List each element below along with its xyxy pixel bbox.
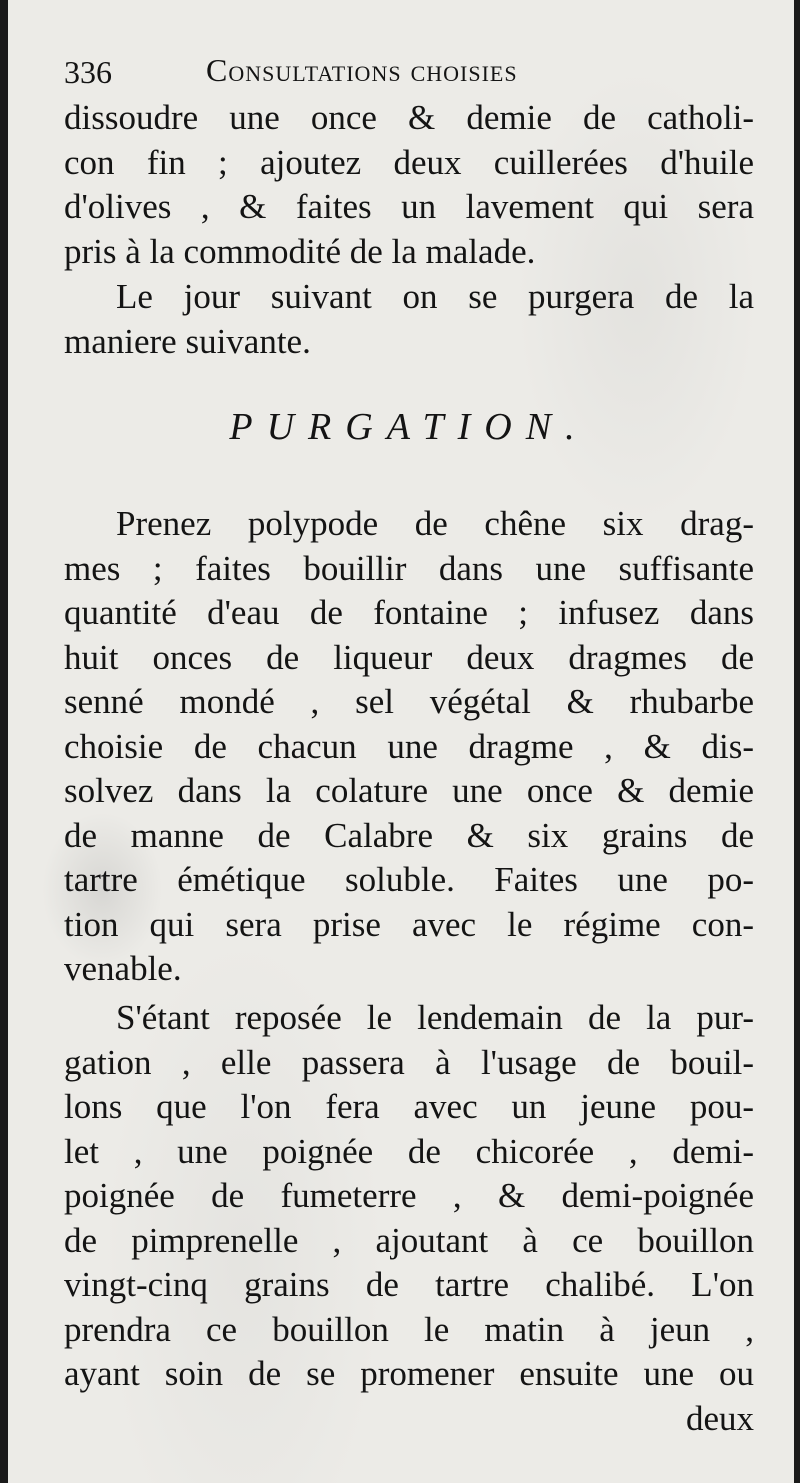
paragraph-lavement xyxy=(64,96,754,274)
text-line: let , une poignée de chicorée , demi- xyxy=(64,1131,754,1171)
paragraph-bouillons xyxy=(64,996,754,1441)
text-line: quantité d'eau de fontaine ; infusez dans xyxy=(64,593,754,632)
text-line: Le jour suivant on se purgera de la xyxy=(116,277,754,316)
text-line: poignée de fumeterre , & demi-poignée xyxy=(64,1176,754,1215)
paragraph-jour-suivant xyxy=(64,275,754,364)
text-line: tartre émétique soluble. Faites une po- xyxy=(64,860,754,899)
text-line: senné mondé , sel végétal & rhubarbe xyxy=(64,682,754,721)
text-line: ayant soin de se promener ensuite une ou xyxy=(64,1354,754,1393)
text-line: d'olives , & faites un lavement qui sera xyxy=(64,187,754,226)
page-number: 336 xyxy=(64,54,112,90)
text-line: tion qui sera prise avec le régime con- xyxy=(64,904,754,944)
book-page xyxy=(8,0,794,1483)
text-line: de manne de Calabre & six grains de xyxy=(64,815,754,855)
text-line: gation , elle passera à l'usage de bouil- xyxy=(64,1042,754,1082)
text-line: pris à la commodité de la malade. xyxy=(64,231,536,271)
text-line: dissoudre une once & demie de catholi- xyxy=(64,98,754,137)
text-line: solvez dans la colature une once & demie xyxy=(64,771,754,810)
page-header xyxy=(64,50,754,96)
text-line: vingt-cinq grains de tartre chalibé. L'on xyxy=(64,1265,754,1304)
text-line: de pimprenelle , ajoutant à ce bouillon xyxy=(64,1220,754,1260)
text-line: huit onces de liqueur deux dragmes de xyxy=(64,637,754,677)
section-title: PURGATION. xyxy=(229,406,589,448)
paragraph-purgation xyxy=(64,502,754,992)
text-line: Prenez polypode de chêne six drag- xyxy=(116,504,754,543)
text-line: mes ; faites bouillir dans une suffisante xyxy=(64,548,754,588)
text-line: lons que l'on fera avec un jeune pou- xyxy=(64,1087,754,1126)
text-line: S'étant reposée le lendemain de la pur- xyxy=(116,998,754,1037)
text-line: maniere suivante. xyxy=(64,321,311,361)
text-line: con fin ; ajoutez deux cuillerées d'huile xyxy=(64,142,754,182)
running-head: Consultations choisies xyxy=(206,52,518,88)
text-line: choisie de chacun une dragme , & dis- xyxy=(64,726,754,766)
text-line: prendra ce bouillon le matin à jeun , xyxy=(64,1309,754,1349)
catchword: deux xyxy=(685,1398,754,1438)
text-line: venable. xyxy=(64,949,182,988)
